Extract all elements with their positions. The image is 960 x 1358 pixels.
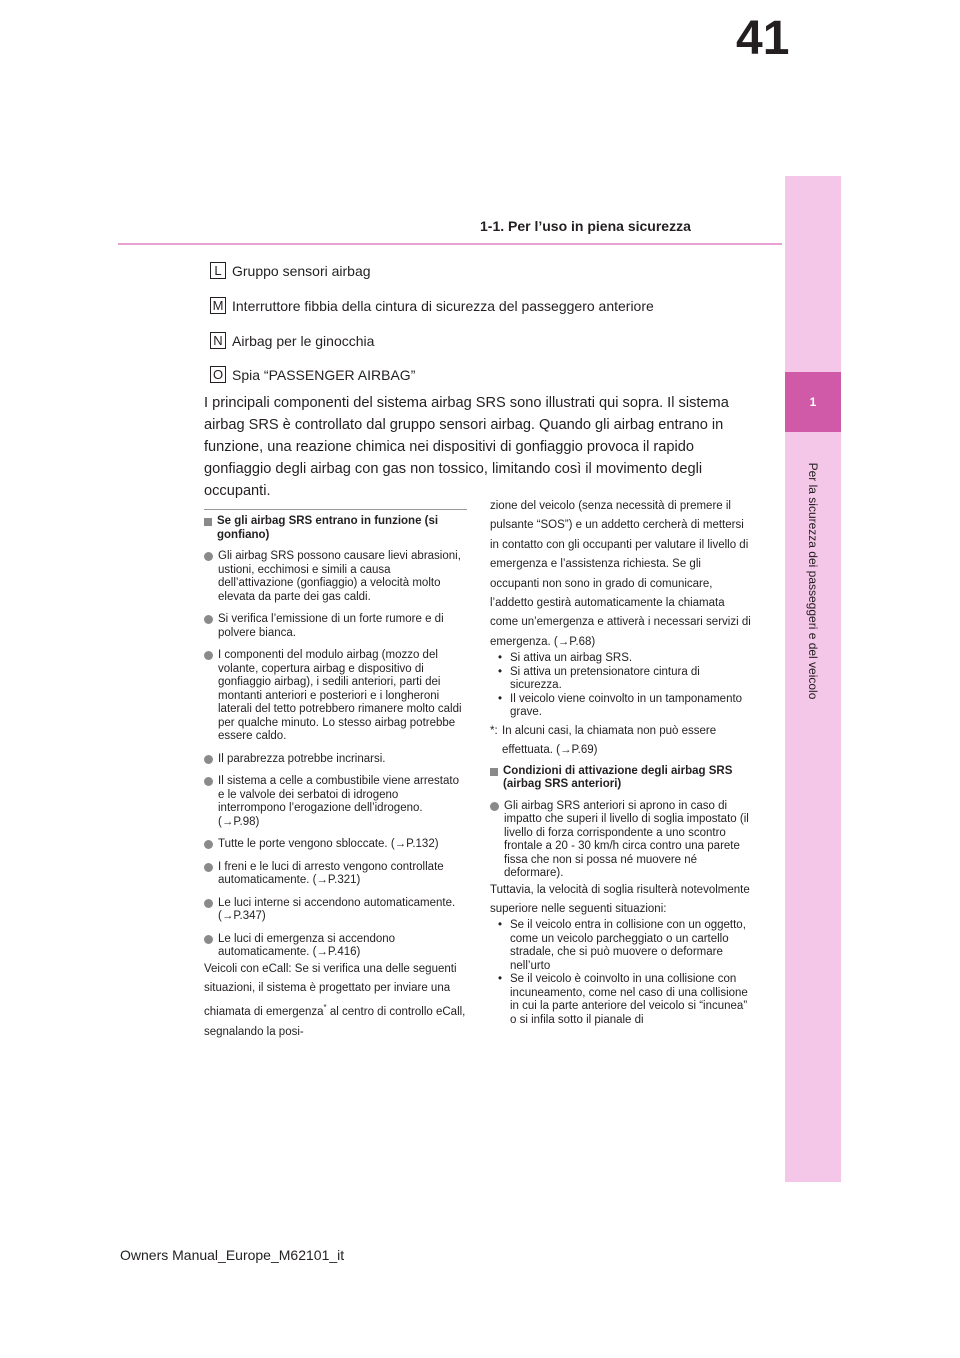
square-bullet-icon [204, 518, 212, 526]
circle-bullet-icon [490, 802, 499, 811]
ecall-paragraph: Veicoli con eCall: Se si verifica una delle seguenti situazioni, il sistema è progettato per inviare una chiamata di emergenza* al centro di controllo eCall, segnalando la posi- [204, 962, 466, 1038]
section-heading: Condizioni di attivazione degli airbag SRS (airbag SRS anteriori) [490, 765, 753, 792]
list-item: • Se il veicolo è coinvolto in una collisione con incuneamento, come nel caso di una collisione in cui la parte anteriore del veicolo si “incunea” o si infila sotto il pianale di [498, 973, 748, 1026]
list-item: I componenti del modulo airbag (mozzo del volante, copertura airbag e dispositivo di gonfiaggio airbag), i sedili anteriori, parti dei montanti anteriori e posteriori e i longheroni laterali del tetto potrebbero rimanere molto caldi per qualche minuto. Lo stesso airbag potrebbe essere caldo. [204, 649, 467, 744]
header-divider [118, 243, 782, 245]
legend-label: Interruttore fibbia della cintura di sicurezza del passeggero anteriore [232, 297, 654, 314]
legend-label: Airbag per le ginocchia [232, 332, 375, 349]
footer-doc-id: Owners Manual_Europe_M62101_it [120, 1247, 345, 1263]
intro-paragraph: I principali componenti del sistema airbag SRS sono illustrati qui sopra. Il sistema airbag SRS è controllato dal gruppo sensori airbag. Quando gli airbag entrano in funzione, una reazione chimica nei dispositivi di gonfiaggio provoca il rapido gonfiaggio degli airbag con gas non tossico, limitando così il movimento degli occupanti. [204, 395, 729, 499]
circle-bullet-icon [204, 777, 213, 786]
ecall-paragraph-continued: zione del veicolo (senza necessità di premere il pulsante “SOS”) e un addetto cercherà di mettersi in contatto con gli occupanti per valutare il livello di emergenza e l’assistenza richiesta. Se gli occupanti non sono in grado di comunicare, l’addetto gestirà automaticamente la chiamata come un’emergenza e attiverà i necessari servizi di emergenza. (→P.68) [490, 500, 751, 648]
square-bullet-icon [490, 768, 498, 776]
legend-label: Gruppo sensori airbag [232, 262, 371, 279]
list-item: Le luci interne si accendono automaticamente. (→P.347) [204, 897, 467, 924]
circle-bullet-icon [204, 615, 213, 624]
section-heading: Se gli airbag SRS entrano in funzione (si gonfiano) [204, 515, 467, 542]
circle-bullet-icon [204, 935, 213, 944]
list-item: Tutte le porte vengono sbloccate. (→P.132) [204, 838, 467, 852]
circle-bullet-icon [204, 840, 213, 849]
list-item: Gli airbag SRS possono causare lievi abrasioni, ustioni, ecchimosi e simili a causa dell’attivazione (gonfiaggio) a velocità molto elevata da parte dei gas caldi. [204, 550, 467, 604]
circle-bullet-icon [204, 899, 213, 908]
legend-item-m [210, 297, 654, 314]
chapter-title-text: Per la sicurezza dei passeggeri e del veicolo [806, 462, 820, 700]
legend-key: L [210, 262, 226, 279]
circle-bullet-icon [204, 755, 213, 764]
list-item: • Si attiva un pretensionatore cintura di sicurezza. [498, 665, 700, 692]
legend-key: M [210, 297, 226, 314]
page-number: 41 [736, 12, 790, 65]
legend-item-l [210, 262, 371, 279]
list-item: Gli airbag SRS anteriori si aprono in caso di impatto che superi il livello di soglia impostato (il livello di forza corrispondente a uno scontro frontale a 20 - 30 km/h circa contro una parete fissa che non si possa né muovere né deformare). [490, 800, 753, 881]
circle-bullet-icon [204, 552, 213, 561]
list-item: Le luci di emergenza si accendono automaticamente. (→P.416) [204, 933, 467, 960]
legend-label: Spia “PASSENGER AIRBAG” [232, 366, 416, 383]
chapter-title [785, 436, 841, 726]
list-item: I freni e le luci di arresto vengono controllate automaticamente. (→P.321) [204, 861, 467, 888]
list-item: • Se il veicolo entra in collisione con un oggetto, come un veicolo parcheggiato o un cartello stradale, che si può muovere o deformare nell’urto [498, 919, 746, 972]
threshold-paragraph: Tuttavia, la velocità di soglia risulterà notevolmente superiore nelle seguenti situazioni: [490, 883, 750, 915]
left-column [204, 515, 467, 1042]
list-item: • Si attiva un airbag SRS. [498, 652, 633, 665]
list-item: • Il veicolo viene coinvolto in un tamponamento grave. [498, 692, 743, 719]
column-divider [204, 509, 467, 510]
legend-key: O [210, 366, 226, 383]
list-item: Si verifica l’emissione di un forte rumore e di polvere bianca. [204, 613, 467, 640]
legend-item-o [210, 366, 415, 383]
footnote-marker: * [323, 1003, 327, 1013]
circle-bullet-icon [204, 651, 213, 660]
chapter-number-tab: 1 [785, 372, 841, 432]
list-item: Il sistema a celle a combustibile viene arrestato e le valvole dei serbatoi di idrogeno interrompono l’erogazione dell’idrogeno. (→P.98) [204, 775, 467, 829]
footnote: *: In alcuni casi, la chiamata non può essere effettuata. (→P.69) [490, 724, 717, 757]
legend-item-n [210, 332, 374, 349]
circle-bullet-icon [204, 863, 213, 872]
right-column [490, 497, 753, 1027]
list-item: Il parabrezza potrebbe incrinarsi. [204, 753, 467, 767]
legend-key: N [210, 332, 226, 349]
section-title: 1-1. Per l’uso in piena sicurezza [480, 218, 691, 234]
